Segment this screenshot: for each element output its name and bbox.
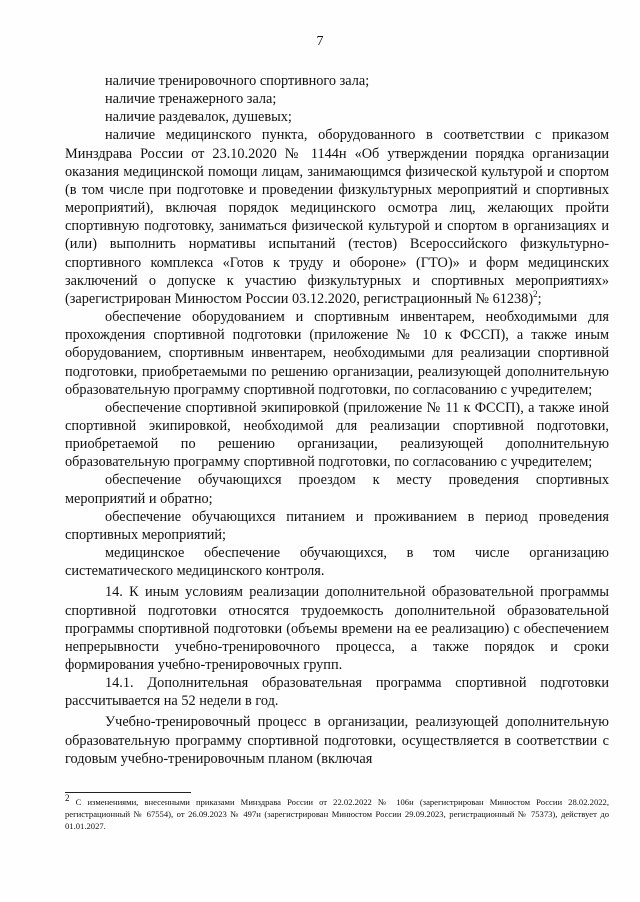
footnote-marker: 2 [65,793,70,804]
paragraph: наличие тренажерного зала; [105,91,277,108]
paragraph-section-14-1: 14.1. Дополнительная образовательная программа спортивной подготовки рассчитывается на 52 недели в год. [65,675,609,710]
paragraph: обеспечение спортивной экипировкой (приложение № 11 к ФССП), а также иной спортивной экипировкой, необходимой для реализации спортивной подготовки, приобретаемой по решению организации, реализующей дополнительную образовательную программу спортивной подготовки, по согласованию с учредителем; [65,399,609,471]
paragraph-text: наличие медицинского пункта, оборудованного в соответствии с приказом Минздрава России от 23.10.2020 № 1144н «Об утверждении порядка организации оказания медицинской помощи лицам, занимающимся физической культурой и спортом (в том числе при подготовке и проведении физкультурных мероприятий и спортивных мероприятий), включая порядок медицинского осмотра лиц, желающих пройти спортивную подготовку, заниматься физической культурой и спортом в организациях и (или) выполнить нормативы испытаний (тестов) Всероссийского физкультурно-спортивного комплекса «Готов к труду и обороне» (ГТО)» и форм медицинских заключений о допуске к участию физкультурных и спортивных мероприятиях» (зарегистрирован Минюстом России 03.12.2020, регистрационный № 61238) [65,127,609,307]
document-body [65,72,609,768]
paragraph: обеспечение оборудованием и спортивным инвентарем, необходимыми для прохождения спортивной подготовки (приложение № 10 к ФССП), а также иным оборудованием, спортивным инвентарем, необходимыми для реализации спортивной подготовки, приобретаемыми по решению организации, реализующей дополнительную образовательную программу спортивной подготовки, по согласованию с учредителем; [65,309,609,398]
page-number: 7 [316,34,324,49]
footnote-reference: 2 [533,289,538,300]
paragraph: наличие тренировочного спортивного зала; [105,73,370,89]
paragraph: наличие раздевалок, душевых; [105,109,292,126]
paragraph: обеспечение обучающихся проездом к месту проведения спортивных мероприятий и обратно; [65,472,609,507]
paragraph: медицинское обеспечение обучающихся, в том числе организацию систематического медицинского контроля. [65,545,609,580]
paragraph-section-14: 14. К иным условиям реализации дополнительной образовательной программы спортивной подготовки относятся трудоемкость дополнительной образовательной программы спортивной подготовки (объемы времени на ее реализацию) с обеспечением непрерывности учебно-тренировочного процесса, а также порядок и сроки формирования учебно-тренировочных групп. [65,584,609,673]
paragraph: обеспечение обучающихся питанием и проживанием в период проведения спортивных мероприятий; [65,508,609,543]
footnote-text: С изменениями, внесенными приказами Минздрава России от 22.02.2022 № 106н (зарегистрирован Минюстом России 28.02.2022, регистрационный № 67554), от 26.09.2023 № 497н (зарегистрирован Минюстом России 29.09.2023, регистрационный № 75373), действует до 01.01.2027. [65,797,609,832]
paragraph: Учебно-тренировочный процесс в организации, реализующей дополнительную образовательную программу спортивной подготовки, осуществляется в соответствии с годовым учебно-тренировочным планом (включая [65,714,609,767]
footnote-divider [65,792,191,793]
footnote [65,793,609,833]
paragraph-punctuation: ; [537,290,542,307]
paragraph-medical-point [65,126,609,308]
